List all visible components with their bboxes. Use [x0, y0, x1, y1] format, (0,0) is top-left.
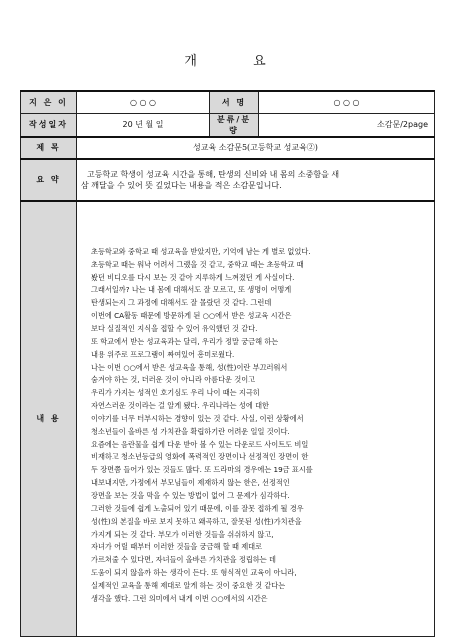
content-line: 가지게 되는 것 같다. 부모가 이러한 것들을 쉬쉬하지 않고,: [91, 529, 274, 539]
author-value: ○ ○ ○: [77, 91, 210, 113]
summary-row: [21, 159, 435, 201]
content-label: 내 용: [21, 201, 77, 637]
content-line: 실제적인 교육을 통해 제대로 알게 하는 것이 중요한 것 같다는: [91, 580, 286, 590]
content-line: 내보내지만, 가정에서 부모님들이 제재하지 않는 한은, 선정적인: [91, 478, 290, 488]
content-line: 보다 실질적인 지식을 접할 수 있어 유익했던 것 같다.: [91, 324, 258, 333]
content-line: 자녀가 어릴 때부터 이러한 것들을 궁금해 할 때 제대로: [91, 542, 263, 552]
content-line: 초등학교 때는 워낙 어려서 그랬을 것 같고, 중학교 때는 초등학교 때: [91, 259, 304, 269]
summary-line: 삼 깨달을 수 있어 뜻 깊었다는 내용을 적은 소감문입니다.: [81, 180, 282, 190]
content-line: 성(性)의 본질을 바로 보지 못하고 왜곡하고, 잘못된 성(性)가치관을: [91, 516, 302, 526]
content-line: 두 장면쯤 들어가 있는 것들도 많다. 또 드라마의 경우에는 19금 표시를: [91, 465, 313, 475]
content-line: 내용 위주로 프로그램이 짜여있어 흥미로웠다.: [91, 349, 235, 359]
subject-value: 성교육 소감문5(고등학교 성교육②): [77, 137, 435, 159]
content-line: 탄생되는지 그 과정에 대해서도 잘 몰랐던 것 같다. 그런데: [91, 298, 272, 308]
content-line: 그래서일까? 나는 내 몸에 대해서도 잘 모르고, 또 생명이 어떻게: [91, 285, 292, 295]
category-value: 소감문/2page: [259, 113, 435, 137]
content-line: 이번에 CA활동 때문에 방문하게 된 ○○에서 받은 성교육 시간은: [91, 311, 292, 321]
content-line: 생각을 했다. 그런 의미에서 내게 이번 ○○에서의 시간은: [91, 593, 268, 603]
subject-row: [21, 137, 435, 159]
date-row: [21, 113, 435, 137]
document-title: 개 요: [184, 54, 292, 69]
content-line: 장면을 보는 것을 막을 수 있는 방법이 없어 그 문제가 심각하다.: [91, 490, 290, 500]
content-line: 나는 이번 ○○에서 받은 성교육을 통해, 성(性)이란 부끄러워서: [91, 362, 288, 372]
date-value: 20 년 월 일: [77, 113, 210, 137]
content-line: 도움이 되지 않을까 하는 생각이 든다. 또 형식적인 교육이 아니라,: [91, 568, 297, 578]
signature-label: 서 명: [210, 91, 259, 113]
content-line: 숨겨야 하는 것, 더러운 것이 아니라 아름다운 것이고: [91, 375, 256, 385]
content-line: 봤던 비디오를 다시 보는 것 같아 지루하게 느껴졌던 게 사실이다.: [91, 272, 295, 282]
category-label: 분류/분량: [210, 113, 259, 137]
content-line: 자연스러운 것이라는 걸 알게 됐다. 우리나라는 성에 대한: [91, 401, 269, 411]
content-line: 청소년들이 올바른 성 가치관을 확립하기란 어려운 일일 것이다.: [91, 426, 290, 436]
author-label: 지 은 이: [21, 91, 77, 113]
summary-label: 요 약: [21, 159, 77, 201]
content-line: 우리가 가지는 성적인 호기심도 우리 나이 때는 지극히: [91, 388, 260, 398]
content-line: 그러한 것들에 쉽게 노출되어 있기 때문에, 이를 잘못 접하게 될 경우: [91, 503, 304, 513]
content-line: 가르쳐줄 수 있다면, 자녀들이 올바른 가치관을 정립하는 데: [91, 555, 276, 565]
content-line: 비재하고 청소년등급의 영화에 폭력적인 장면이나 선정적인 장면이 한: [91, 452, 309, 462]
summary-line: 고등학교 학생이 성교육 시간을 통해, 탄생의 신비와 내 몸의 소중함을 새: [87, 169, 340, 179]
author-row: [21, 91, 435, 113]
date-label: 작성일자: [21, 113, 77, 137]
subject-label: 제 목: [21, 137, 77, 159]
content-text: [81, 232, 430, 606]
summary-form-table: [20, 90, 435, 637]
content-line: 요즘에는 음란물을 쉽게 다운 받아 볼 수 있는 다운로드 사이트도 비일: [91, 439, 309, 449]
content-line: 초등학교와 중학교 때 성교육을 받았지만, 기억에 남는 게 별로 없었다.: [91, 246, 311, 256]
content-cell: [77, 201, 435, 637]
content-line: 또 학교에서 받는 성교육과는 달리, 우리가 정말 궁금해 하는: [91, 336, 279, 346]
summary-text: [77, 159, 435, 201]
content-row: [21, 201, 435, 637]
signature-value: ○ ○ ○: [259, 91, 435, 113]
content-line: 이야기를 너무 터부시하는 경향이 있는 것 같다. 사실, 이런 상황에서: [91, 413, 304, 423]
